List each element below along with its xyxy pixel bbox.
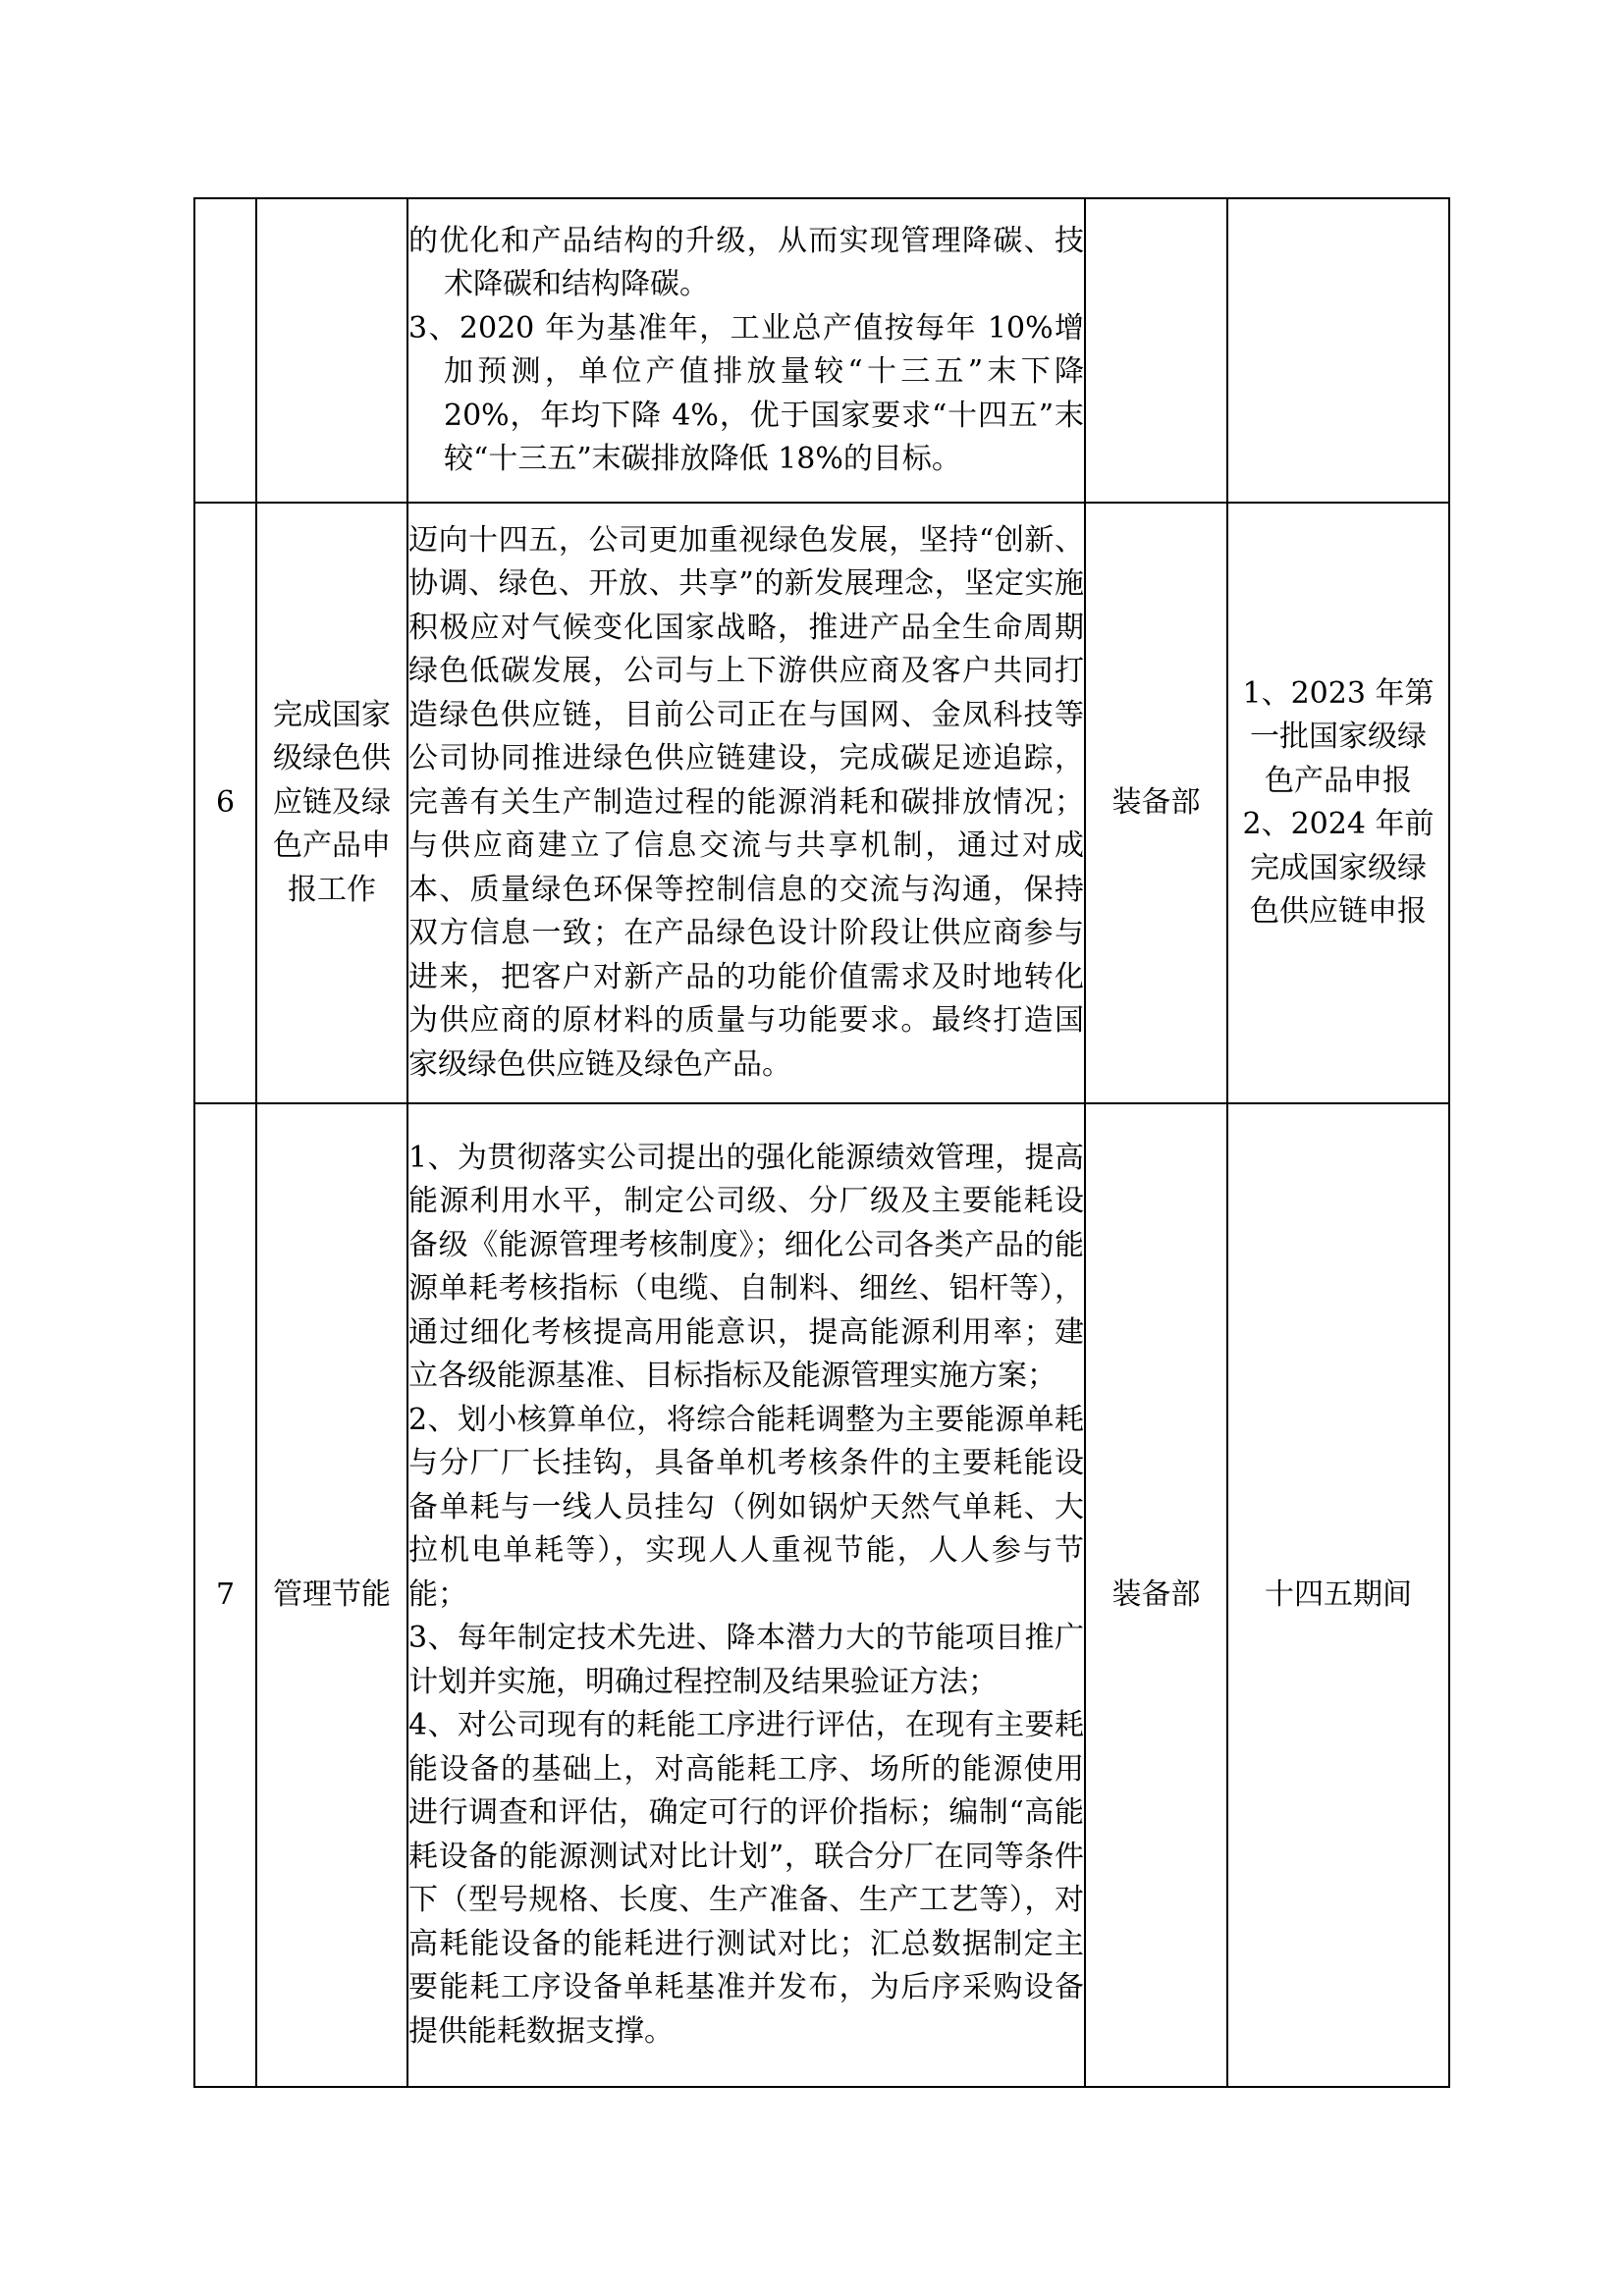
table-row <box>194 503 1449 1103</box>
row-number <box>194 198 256 503</box>
table-row <box>194 1103 1449 2087</box>
table-row <box>194 198 1449 503</box>
row-number: 7 <box>194 1103 256 2087</box>
responsible-department: 装备部 <box>1085 503 1227 1103</box>
task-name <box>256 198 407 503</box>
completion-time-text: 十四五期间 <box>1265 1576 1412 1612</box>
content-paragraph: 2、划小核算单位，将综合能耗调整为主要能源单耗与分厂厂长挂钩，具备单机考核条件的主要耗能设备单耗与一线人员挂勾（例如锅炉天然气单耗、大拉机电单耗等），实现人人重视节能，人人参与节能； <box>408 1402 1084 1612</box>
content-paragraph: 的优化和产品结构的升级，从而实现管理降碳、技术降碳和结构降碳。 <box>408 223 1084 301</box>
completion-time <box>1227 503 1449 1103</box>
completion-time <box>1227 198 1449 503</box>
content-paragraph: 4、对公司现有的耗能工序进行评估，在现有主要耗能设备的基础上，对高能耗工序、场所的能源使用进行调查和评估，确定可行的评价指标；编制“高能耗设备的能源测试对比计划”，联合分厂在同等条件下（型号规格、长度、生产准备、生产工艺等），对高耗能设备的能耗进行测试对比；汇总数据制定主要能耗工序设备单耗基准并发布，为后序采购设备提供能耗数据支撑。 <box>408 1708 1084 2049</box>
task-name-text: 管理节能 <box>273 1576 391 1612</box>
content-paragraph: 迈向十四五，公司更加重视绿色发展，坚持“创新、协调、绿色、开放、共享”的新发展理念，坚定实施积极应对气候变化国家战略，推进产品全生命周期绿色低碳发展，公司与上下游供应商及客户共同打造绿色供应链，目前公司正在与国网、金凤科技等公司协同推进绿色供应链建设，完成碳足迹追踪，完善有关生产制造过程的能源消耗和碳排放情况；与供应商建立了信息交流与共享机制，通过对成本、质量绿色环保等控制信息的交流与沟通，保持双方信息一致；在产品绿色设计阶段让供应商参与进来，把客户对新产品的功能价值需求及时地转化为供应商的原材料的质量与功能要求。最终打造国家级绿色供应链及绿色产品。 <box>408 522 1084 1082</box>
responsible-department <box>1085 198 1227 503</box>
content-paragraph: 3、2020 年为基准年，工业总产值按每年 10%增加预测，单位产值排放量较“十三五”末下降 20%，年均下降 4%，优于国家要求“十四五”末较“十三五”末碳排放降低 18%的目标。 <box>408 310 1084 476</box>
task-content <box>407 1103 1085 2087</box>
task-content <box>407 503 1085 1103</box>
task-name <box>256 1103 407 2087</box>
completion-time-text: 1、2023 年第一批国家级绿色产品申报 2、2024 年前完成国家级绿色供应链申报 <box>1242 675 1435 929</box>
row-number: 6 <box>194 503 256 1103</box>
responsible-department: 装备部 <box>1085 1103 1227 2087</box>
content-paragraph: 1、为贯彻落实公司提出的强化能源绩效管理，提高能源利用水平，制定公司级、分厂级及主要能耗设备级《能源管理考核制度》；细化公司各类产品的能源单耗考核指标（电缆、自制料、细丝、铝杆等），通过细化考核提高用能意识，提高能源利用率；建立各级能源基准、目标指标及能源管理实施方案； <box>408 1140 1084 1394</box>
content-paragraph: 3、每年制定技术先进、降本潜力大的节能项目推广计划并实施，明确过程控制及结果验证方法； <box>408 1621 1084 1699</box>
task-content <box>407 198 1085 503</box>
task-name <box>256 503 407 1103</box>
task-name-text: 完成国家级绿色供应链及绿色产品申报工作 <box>273 697 391 907</box>
completion-time <box>1227 1103 1449 2087</box>
plan-table <box>193 197 1450 2088</box>
